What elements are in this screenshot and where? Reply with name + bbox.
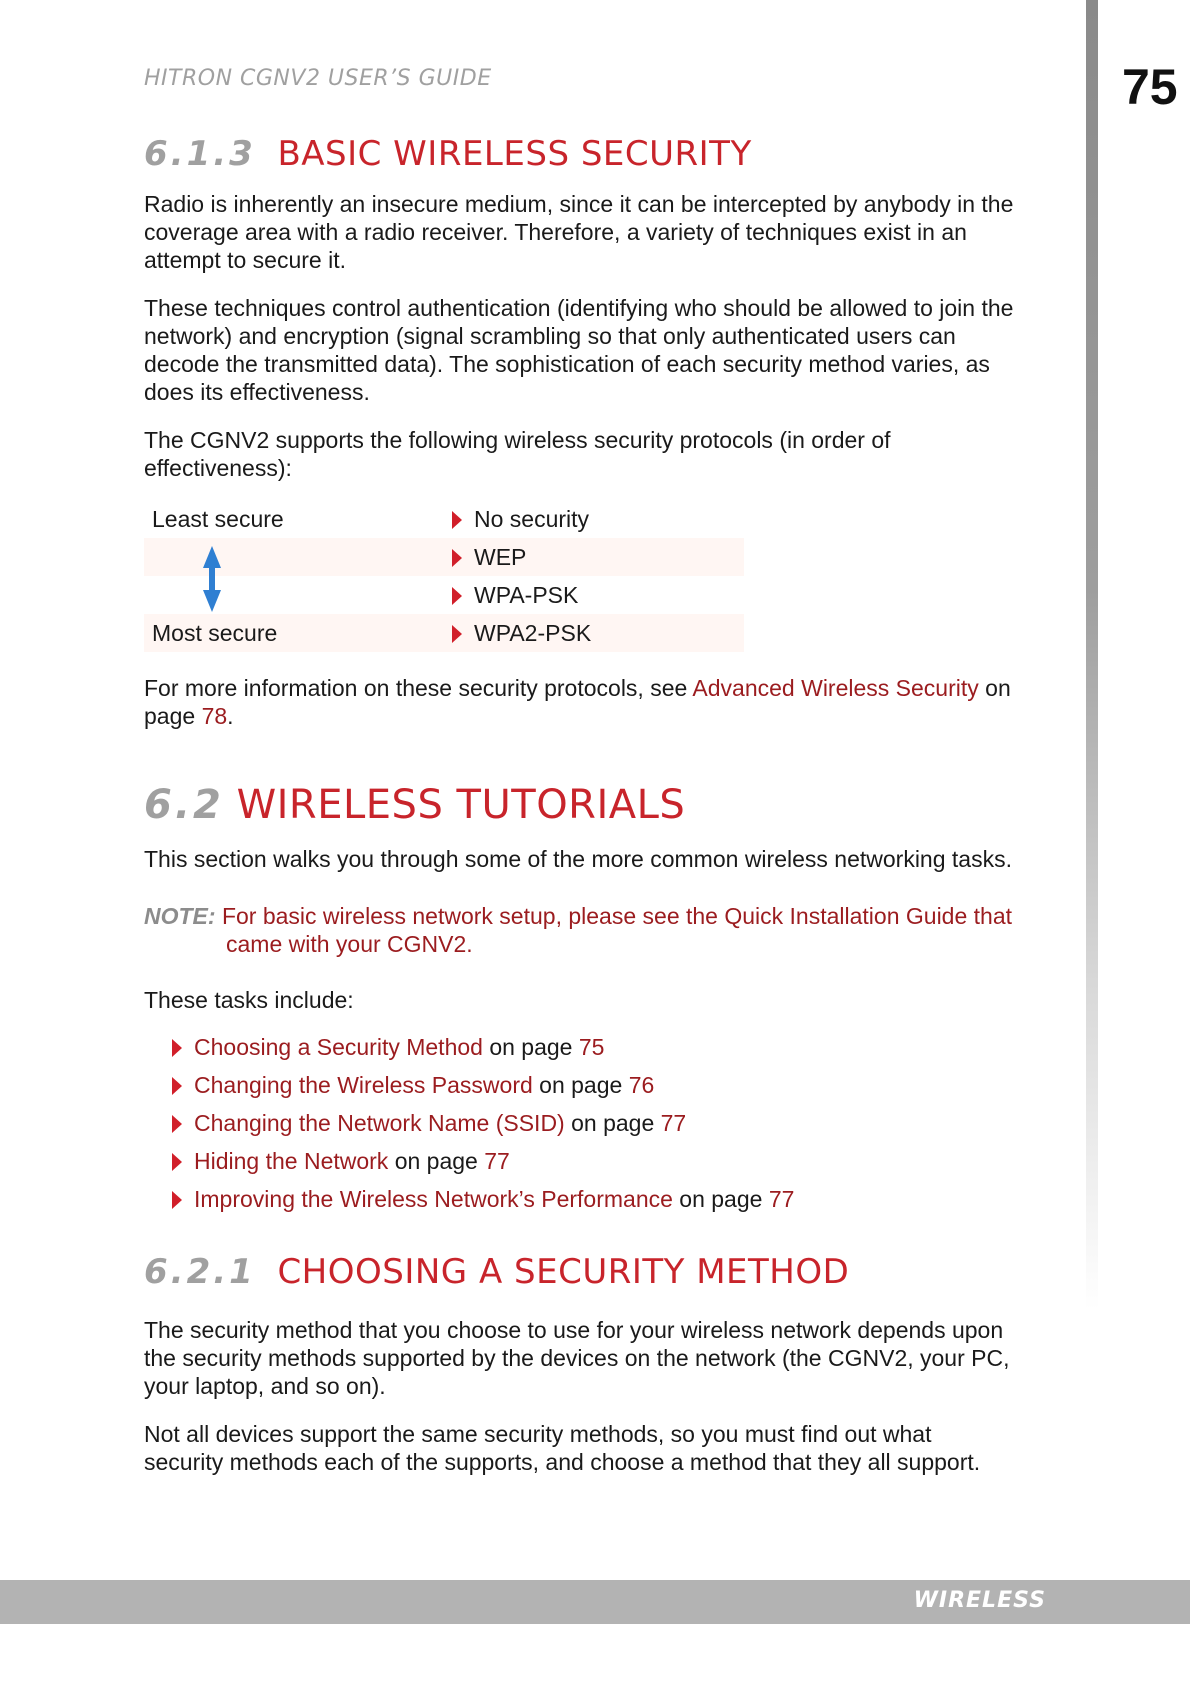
text-line: your laptop, and so on). (144, 1373, 386, 1399)
running-header: HITRON CGNV2 USER’S GUIDE (144, 66, 492, 91)
link-page-number[interactable]: 75 (578, 1034, 605, 1060)
list-item (172, 1028, 794, 1066)
protocol-item (452, 576, 578, 614)
paragraph-radio-insecure (144, 190, 1044, 274)
paragraph-tasks-intro: These tasks include: (144, 987, 354, 1013)
footer-band (0, 1580, 1190, 1624)
double-arrow-icon (202, 546, 222, 612)
bullet-triangle-icon (172, 1115, 182, 1133)
link-page-number[interactable]: 76 (628, 1072, 655, 1098)
protocol-label: WPA2-PSK (474, 620, 592, 646)
text-line: does its effectiveness. (144, 379, 370, 405)
side-gradient-bar (1086, 0, 1098, 1310)
security-protocol-table (144, 500, 744, 656)
footer-chapter-label: WIRELESS (913, 1588, 1046, 1613)
link-page-number[interactable]: 77 (484, 1148, 510, 1174)
section-number: 6.2 (144, 782, 224, 828)
link-changing-network-name[interactable]: Changing the Network Name (SSID) (194, 1110, 565, 1136)
note-text: came with your CGNV2. (226, 931, 473, 957)
bullet-triangle-icon (452, 587, 462, 605)
bullet-triangle-icon (452, 549, 462, 567)
bullet-triangle-icon (452, 625, 462, 643)
text-span: page (144, 703, 202, 729)
paragraph-tutorials-intro: This section walks you through some of the more common wireless networking tasks. (144, 846, 1012, 872)
text-line: decode the transmitted data). The sophistication of each security method varies, as (144, 351, 990, 377)
text-span: For more information on these security protocols, see (144, 675, 693, 701)
list-item (172, 1142, 794, 1180)
list-item (172, 1180, 794, 1218)
paragraph-security-method (144, 1316, 1044, 1400)
link-page-number[interactable]: 77 (768, 1186, 795, 1212)
least-secure-label: Least secure (152, 506, 284, 532)
protocol-item (452, 538, 526, 576)
table-row (144, 500, 744, 538)
text-line: These techniques control authentication (identifying who should be allowed to join the (144, 295, 1014, 321)
text-line: the security methods supported by the devices on the network (the CGNV2, your PC, (144, 1345, 1010, 1371)
paragraph-techniques (144, 294, 1044, 406)
protocol-label: WPA-PSK (474, 582, 579, 608)
link-hiding-network[interactable]: Hiding the Network (194, 1148, 389, 1174)
section-title: CHOOSING A SECURITY METHOD (277, 1252, 850, 1292)
bullet-triangle-icon (172, 1039, 182, 1057)
task-list (172, 1028, 794, 1218)
protocol-item (452, 614, 591, 652)
note-box (144, 902, 1044, 958)
list-item (172, 1066, 794, 1104)
text-span: on page (482, 1034, 579, 1060)
protocol-label: WEP (474, 544, 527, 570)
section-number: 6.2.1 (144, 1252, 256, 1292)
text-line (144, 702, 1044, 730)
text-span: on (978, 675, 1011, 701)
paragraph-device-support (144, 1420, 1044, 1476)
protocol-item (452, 500, 589, 538)
link-page-78[interactable]: 78 (201, 703, 228, 729)
table-row (144, 576, 744, 614)
text-line: security methods each of the supports, and choose a method that they all support. (144, 1449, 981, 1475)
text-line: coverage area with a radio receiver. Therefore, a variety of techniques exist in an (144, 219, 967, 245)
bullet-triangle-icon (172, 1191, 182, 1209)
bullet-triangle-icon (452, 511, 462, 529)
paragraph-more-info (144, 674, 1044, 730)
most-secure-label: Most secure (152, 620, 278, 646)
text-span: on page (388, 1148, 485, 1174)
text-line: network) and encryption (signal scrambling so that only authenticated users can (144, 323, 956, 349)
protocol-label: No security (474, 506, 590, 532)
text-line: The CGNV2 supports the following wireless security protocols (in order of (144, 427, 891, 453)
link-page-number[interactable]: 77 (660, 1110, 687, 1136)
section-number: 6.1.3 (144, 134, 256, 174)
link-improving-performance[interactable]: Improving the Wireless Network’s Performance (194, 1186, 673, 1212)
list-item (172, 1104, 794, 1142)
text-line: The security method that you choose to use for your wireless network depends upon (144, 1317, 1004, 1343)
bullet-triangle-icon (172, 1077, 182, 1095)
table-row (144, 614, 744, 652)
link-advanced-wireless-security[interactable]: Advanced Wireless Security (692, 675, 979, 701)
text-line: Radio is inherently an insecure medium, since it can be intercepted by anybody in the (144, 191, 1014, 217)
text-line: attempt to secure it. (144, 247, 346, 273)
text-line (144, 674, 1044, 702)
text-line: Not all devices support the same security methods, so you must find out what (144, 1421, 932, 1447)
table-row (144, 538, 744, 576)
text-span: . (227, 703, 234, 729)
section-heading-6-1-3 (144, 134, 752, 174)
note-label: NOTE: (144, 903, 216, 929)
text-span: on page (564, 1110, 661, 1136)
text-line: effectiveness): (144, 455, 292, 481)
bullet-triangle-icon (172, 1153, 182, 1171)
link-choosing-security-method[interactable]: Choosing a Security Method (194, 1034, 483, 1060)
section-title: WIRELESS TUTORIALS (236, 782, 686, 828)
link-changing-wireless-password[interactable]: Changing the Wireless Password (194, 1072, 533, 1098)
page-number: 75 (1122, 59, 1178, 115)
section-title: BASIC WIRELESS SECURITY (277, 134, 752, 174)
paragraph-protocols-intro (144, 426, 1044, 482)
section-heading-6-2-1 (144, 1252, 849, 1292)
section-heading-6-2 (144, 782, 685, 828)
text-span: on page (532, 1072, 629, 1098)
note-text: For basic wireless network setup, please see the Quick Installation Guide that (215, 903, 1013, 929)
text-span: on page (672, 1186, 769, 1212)
